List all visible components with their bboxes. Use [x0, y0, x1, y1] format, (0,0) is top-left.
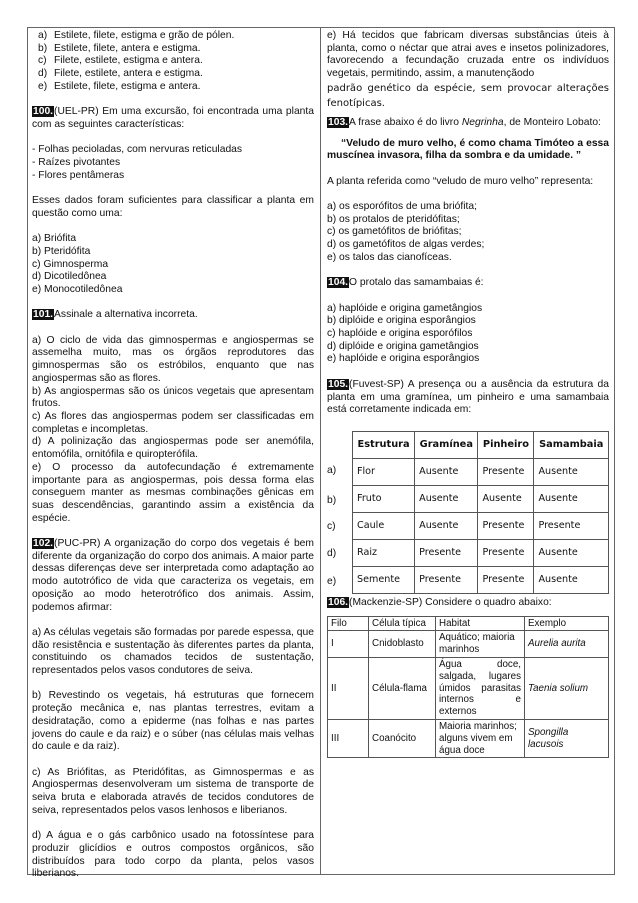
- table-row: I Cnidoblasto Aquático; maioria marinhos Aurelia aurita: [328, 631, 609, 658]
- table-row: Semente Presente Presente Ausente: [353, 566, 609, 593]
- question-number: 106.: [328, 596, 349, 608]
- book-quote: “Veludo de muro velho, é como chama Timóteo a essa muscínea invasora, filha da sombra e da umidade. ”: [327, 137, 609, 162]
- option-item: b) As angiospermas são os únicos vegetais que apresentam frutos.: [32, 385, 314, 410]
- row-letter: d): [327, 547, 337, 559]
- question-104: 104.O protalo das samambaias é: a) haplóide e origina gametângios b) diplóide e origina esporângios c) haplóide e origina esporófilos d) diplóide e origina gametângios e) haplóide e origina esporângios: [327, 277, 609, 366]
- option-item: a) As células vegetais são formadas por parede espessa, que dão resistência e sustentação às diferentes partes da planta, constituindo os chamados tecidos de sustentação, representados pelos vasos condutores de seiva.: [32, 626, 314, 677]
- option-item: b) Pteridófita: [32, 245, 91, 257]
- right-column: [327, 30, 609, 758]
- option-item: b) os protalos de pteridófitas;: [327, 213, 460, 225]
- option-item: a) O ciclo de vida das gimnospermas e angiospermas se assemelha muito, mas os órgãos reprodutores das gimnospermas são os estróbilos, enquanto que nas angiospermas são as flores.: [32, 334, 314, 384]
- option-item: d) os gametófitos de algas verdes;: [327, 239, 485, 251]
- table-row: III Coanócito Maioria marinhos; alguns vivem em água doce Spongilla lacusois: [328, 719, 609, 757]
- option-item: d) A polinização das angiospermas pode ser anemófila, entomófila, ornitófila e quiropterófila.: [32, 436, 314, 461]
- option-item: e) haplóide e origina esporângios: [327, 353, 480, 365]
- table-row: Flor Ausente Presente Ausente: [353, 458, 609, 485]
- table-row: Fruto Ausente Ausente Ausente: [353, 485, 609, 512]
- row-letter: a): [327, 464, 337, 476]
- option-item: a) Estilete, filete, estigma e grão de pólen.: [38, 30, 235, 41]
- table-row: Raiz Presente Presente Ausente: [353, 539, 609, 566]
- option-item: d) Filete, estilete, antera e estigma.: [38, 68, 203, 80]
- table-header-row: Estrutura Gramínea Pinheiro Samambaia: [353, 431, 609, 458]
- table-header-row: Filo Célula típica Habitat Exemplo: [328, 616, 609, 631]
- question-number: 100.: [33, 106, 54, 118]
- option-item: c) Filete, estilete, estigma e antera.: [38, 55, 203, 67]
- feature-line: - Raízes pivotantes: [32, 157, 121, 168]
- table-row: Caule Ausente Presente Presente: [353, 512, 609, 539]
- feature-line: - Folhas pecioladas, com nervuras reticuladas: [32, 144, 243, 156]
- option-item: e) os talos das cianofíceas.: [327, 251, 452, 263]
- question-106: 106.(Mackenzie-SP) Considere o quadro abaixo: Filo Célula típica Habitat Exemplo I Cnidoblasto Aquático; maioria marinhos Aurelia aurita II Célula-flama Água doce, salgada, lugares úmidos parasitas internos e externos Taenia solium III Coanócito Maioria marinhos; alguns vivem em água doce Spongilla lacusois: [327, 597, 609, 758]
- question-102: 102.(PUC-PR) A organização do corpo dos vegetais é bem diferente da organização do corpo dos animais. A maior parte dessas diferenças deve ser interpretada como adaptação ao modo autotrófico de vida que caracteriza os vegetais, em oposição ao modo heterotrófico dos animais. Assim, podemos afirmar: a) As células vegetais são formadas por parede espessa, que dão resistência e sustentação às diferentes partes da planta, constituindo os chamados tecidos de sustentação, representados pelos vasos condutores de seiva. b) Revestindo os vegetais, há estruturas que fornecem proteção mecânica e, nas plantas terrestres, evitam a desidratação, como a epiderme (nas folhas e nas partes jovens do caule e da raiz) e o súber (nas células mais velhas do caule e da raiz). c) As Briófitas, as Pteridófitas, as Gimnospermas e as Angiospermas desenvolveram um sistema de transporte de seiva bruta e elaborada através de tecidos condutores de seiva, representados pelos vasos lenhosos e liberianos. d) A água e o gás carbônico usado na fotossíntese para produzir glicídios e outros compostos orgânicos, são distribuídos para todo corpo da planta, pelos vasos liberianos.: [32, 538, 314, 880]
- option-item: d) diplóide e origina gametângios: [327, 340, 479, 352]
- option-item: d) Dicotiledônea: [32, 271, 107, 283]
- structure-table: [352, 431, 609, 594]
- question-100: 100.(UEL-PR) Em uma excursão, foi encontrada uma planta com as seguintes características: - Folhas pecioladas, com nervuras reticuladas - Raízes pivotantes - Flores pentâmeras Esses dados foram suficientes para classificar a planta em questão como uma: a) Briófita b) Pteridófita c) Gimnosperma d) Dicotiledônea e) Monocotiledônea: [32, 106, 314, 295]
- option-item: c) os gametófitos de briófitas;: [327, 226, 462, 238]
- option-item: c) Gimnosperma: [32, 258, 109, 270]
- option-item: c) As Briófitas, as Pteridófitas, as Gimnospermas e as Angiospermas desenvolveram um sistema de transporte de seiva bruta e elaborada através de tecidos condutores de seiva, representados pelos vasos lenhosos e liberianos.: [32, 766, 314, 816]
- book-title: Negrinha: [461, 116, 504, 128]
- option-item: e) O processo da autofecundação é extremamente importante para as angiospermas, pois dessa forma elas conseguem manter as mesmas combinações gênicas em suas descendências, garantindo assim a existência da espécie.: [32, 461, 314, 524]
- top-options: [32, 30, 314, 94]
- option-item: e) Estilete, filete, estigma e antera.: [38, 80, 201, 92]
- question-number: 102.: [33, 538, 54, 550]
- table-row: II Célula-flama Água doce, salgada, lugares úmidos parasitas internos e externos Taenia solium: [328, 658, 609, 720]
- question-105: 105.(Fuvest-SP) A presença ou a ausência da estrutura da planta em uma gramínea, um pinheiro e uma samambaia está corretamente indicada em: a) b) c) d) e) Estrutura Gramínea Pinheiro Samambaia Flor Ausente Presente Ausente Fruto Ausente Ausente Ausente Caule Ausente Presente Presente Raiz Presente Presente Ausente Semente Presente Presente Ausente: [327, 379, 609, 589]
- left-column: [32, 30, 314, 881]
- option-item: e) Monocotiledônea: [32, 284, 123, 295]
- phylum-table: [327, 616, 609, 759]
- row-letter: c): [327, 520, 336, 532]
- option-item: e) Há tecidos que fabricam diversas substâncias úteis à planta, como o néctar que atrai aves e insetos polinizadores, favorecendo a fecundação cruzada entre os indivíduos vegetais, permitindo, assim, a manutençãodo: [327, 30, 609, 80]
- option-item: b) Estilete, filete, antera e estigma.: [38, 42, 201, 54]
- question-103: 103.A frase abaixo é do livro Negrinha, de Monteiro Lobato: “Veludo de muro velho, é como chama Timóteo a essa muscínea invasora, filha da sombra e da umidade. ” A planta referida como “veludo de muro velho” representa: a) os esporófitos de uma briófita; b) os protalos de pteridófitas; c) os gametófitos de briófitas; d) os gametófitos de algas verdes; e) os talos das cianofíceas.: [327, 116, 609, 263]
- question-number: 103.: [328, 116, 349, 128]
- question-number: 101.: [33, 309, 54, 321]
- option-item: c) haplóide e origina esporófilos: [327, 328, 473, 339]
- row-letter: e): [327, 575, 337, 587]
- table-105-wrap: [327, 427, 609, 589]
- question-number: 105.: [328, 378, 349, 390]
- option-item: a) haplóide e origina gametângios: [327, 302, 483, 314]
- option-item: a) os esporófitos de uma briófita;: [327, 201, 477, 212]
- option-item: d) A água e o gás carbônico usado na fotossíntese para produzir glicídios e outros compostos orgânicos, são distribuídos para todo corpo da planta, pelos vasos liberianos.: [32, 830, 314, 880]
- option-item: b) diplóide e origina esporângios: [327, 315, 476, 327]
- option-item: a) Briófita: [32, 233, 77, 245]
- question-number: 104.: [328, 277, 349, 289]
- feature-line: - Flores pentâmeras: [32, 169, 125, 181]
- question-101: 101.Assinale a alternativa incorreta. a) O ciclo de vida das gimnospermas e angiospermas se assemelha muito, mas os órgãos reprodutores das gimnospermas são os estróbilos, enquanto que nas angiospermas são as flores. b) As angiospermas são os únicos vegetais que apresentam frutos. c) As flores das angiospermas podem ser classificadas em completas e incompletas. d) A polinização das angiospermas pode ser anemófila, entomófila, ornitófila e quiropterófila. e) O processo da autofecundação é extremamente importante para as angiospermas, pois dessa forma elas conseguem manter as mesmas combinações gênicas em suas descendências, garantindo assim a existência da espécie.: [32, 309, 314, 524]
- option-item: c) As flores das angiospermas podem ser classificadas em completas e incompletas.: [32, 411, 314, 435]
- page-frame: [27, 27, 615, 880]
- row-letter: b): [327, 494, 337, 506]
- column-divider: [320, 28, 321, 874]
- option-item-continuation: padrão genético da espécie, sem provocar alterações fenotípicas.: [327, 82, 609, 109]
- option-item: b) Revestindo os vegetais, há estruturas que fornecem proteção mecânica e, nas plantas terrestres, evitam a desidratação, como a epiderme (nas folhas e nas partes jovens do caule e da raiz) e o súber (nas células mais velhas do caule e da raiz).: [32, 690, 314, 753]
